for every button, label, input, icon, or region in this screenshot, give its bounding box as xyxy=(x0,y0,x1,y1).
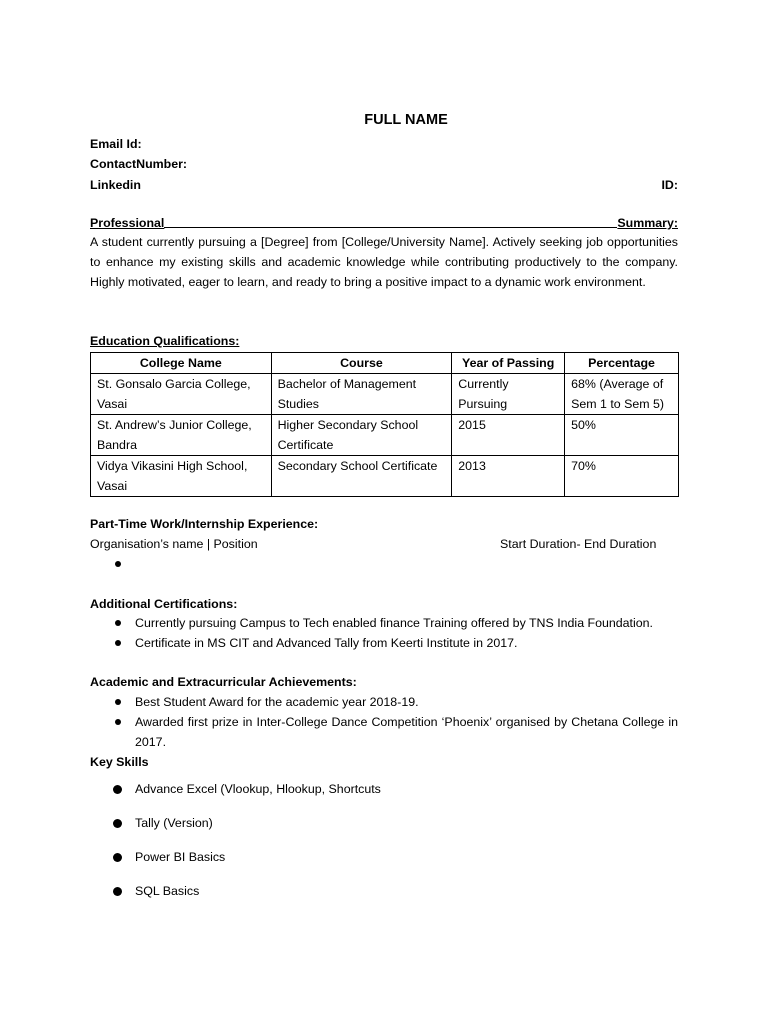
table-cell: 68% (Average of Sem 1 to Sem 5) xyxy=(565,374,679,415)
list-item: Advance Excel (Vlookup, Hlookup, Shortcuts xyxy=(90,779,678,813)
table-cell: 70% xyxy=(565,456,679,497)
table-cell: Bachelor of Management Studies xyxy=(271,374,452,415)
bullet-icon xyxy=(113,819,122,828)
professional-summary-text: A student currently pursuing a [Degree] from [College/University Name]. Actively seeking job opportunities to enhance my existing skills and academic knowledge while contributing productively to the company. Highly motivated, eager to learn, and ready to bring a positive impact to a dynamic work environment. xyxy=(90,235,678,289)
education-table xyxy=(90,352,679,497)
list-item: Best Student Award for the academic year 2018-19. xyxy=(90,692,678,712)
bullet-icon xyxy=(115,561,121,567)
table-cell: 50% xyxy=(565,415,679,456)
table-cell: 2013 xyxy=(452,456,565,497)
experience-duration: Start Duration- End Duration xyxy=(500,537,657,551)
achievements-heading: Academic and Extracurricular Achievements: xyxy=(90,675,357,689)
table-row xyxy=(91,374,679,415)
table-cell: Vidya Vikasini High School, Vasai xyxy=(91,456,272,497)
list-item: SQL Basics xyxy=(90,881,678,915)
certifications-heading: Additional Certifications: xyxy=(90,597,238,611)
key-skills-heading: Key Skills xyxy=(90,755,149,769)
education-heading: Education Qualifications: xyxy=(90,334,240,348)
summary-heading-left: Professional xyxy=(90,216,165,230)
email-label: Email Id: xyxy=(90,137,142,151)
bullet-icon xyxy=(113,785,122,794)
certifications-list xyxy=(90,613,678,653)
linkedin-label: Linkedin xyxy=(90,178,141,192)
table-cell: Currently Pursuing xyxy=(452,374,565,415)
list-item: Currently pursuing Campus to Tech enabled finance Training offered by TNS India Foundation. xyxy=(90,613,678,633)
education-table-header xyxy=(91,353,679,374)
bullet-icon xyxy=(113,887,122,896)
bullet-icon xyxy=(115,640,121,646)
table-row xyxy=(91,456,679,497)
list-item: Certificate in MS CIT and Advanced Tally from Keerti Institute in 2017. xyxy=(90,633,678,653)
column-header-college: College Name xyxy=(91,353,272,374)
professional-summary-heading xyxy=(90,213,678,233)
table-cell: 2015 xyxy=(452,415,565,456)
column-header-course: Course xyxy=(271,353,452,374)
list-item: Tally (Version) xyxy=(90,813,678,847)
list-item: Power BI Basics xyxy=(90,847,678,881)
achievements-list xyxy=(90,692,678,752)
contact-number-label: ContactNumber: xyxy=(90,157,188,171)
bullet-icon xyxy=(115,699,121,705)
column-header-percentage: Percentage xyxy=(565,353,679,374)
column-header-year: Year of Passing xyxy=(452,353,565,374)
bullet-icon xyxy=(113,853,122,862)
full-name-title: FULL NAME xyxy=(364,112,448,128)
experience-heading: Part-Time Work/Internship Experience: xyxy=(90,517,319,531)
bullet-icon xyxy=(115,620,121,626)
summary-heading-right: Summary: xyxy=(617,216,678,230)
table-cell: St. Andrew’s Junior College, Bandra xyxy=(91,415,272,456)
id-label: ID: xyxy=(661,178,678,192)
organisation-position: Organisation’s name | Position xyxy=(90,537,258,551)
summary-heading-underline xyxy=(164,227,617,228)
key-skills-list xyxy=(90,779,678,915)
table-cell: St. Gonsalo Garcia College, Vasai xyxy=(91,374,272,415)
list-item: Awarded first prize in Inter-College Dance Competition ‘Phoenix’ organised by Chetana College in 2017. xyxy=(90,712,678,752)
table-cell: Higher Secondary School Certificate xyxy=(271,415,452,456)
table-cell: Secondary School Certificate xyxy=(271,456,452,497)
bullet-icon xyxy=(115,719,121,725)
table-row xyxy=(91,415,679,456)
